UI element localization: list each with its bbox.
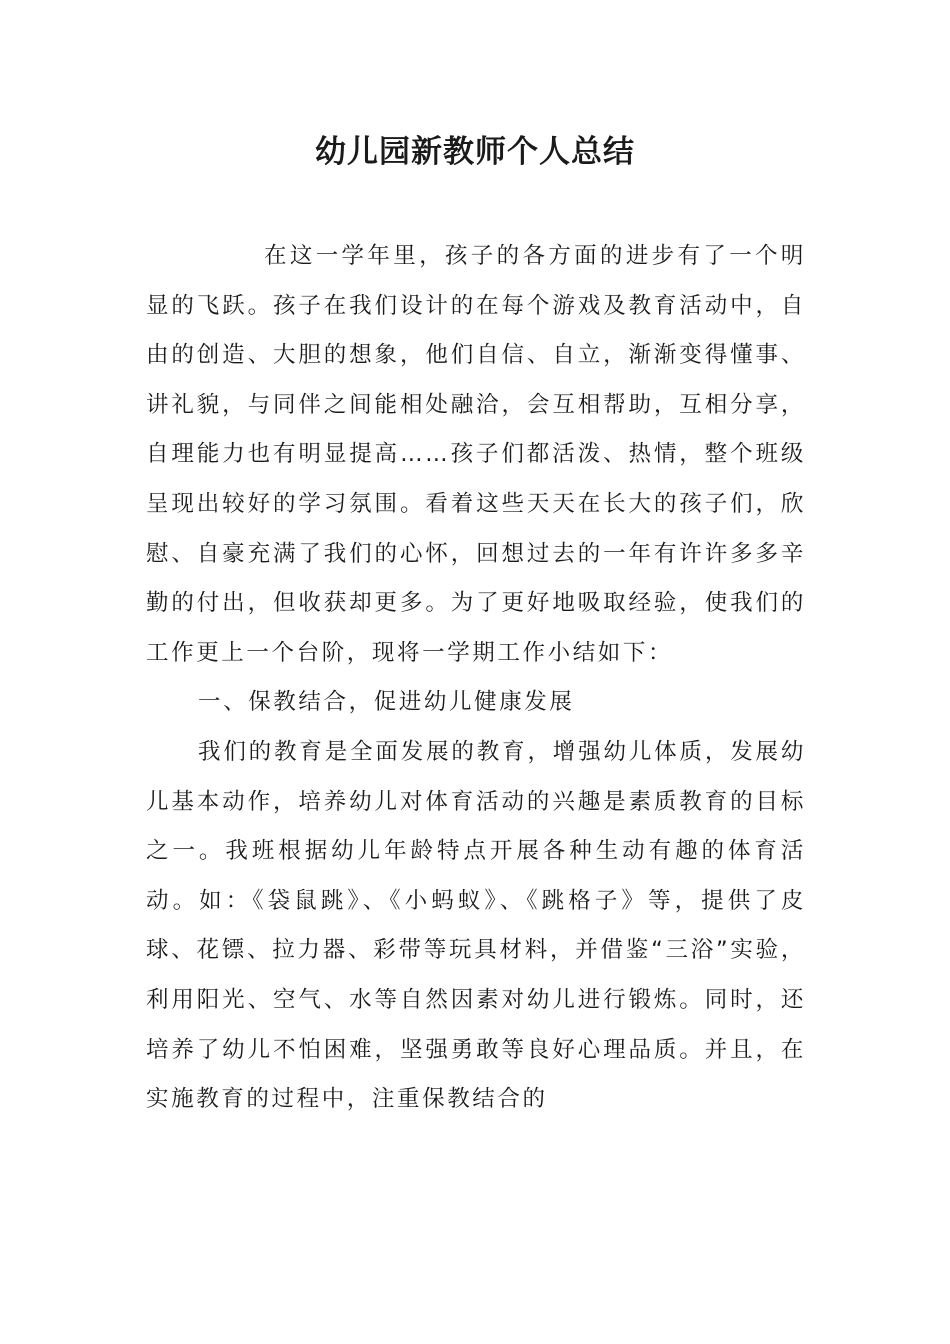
document-body [146,232,806,1125]
paragraph-section-1: 我们的教育是全面发展的教育，增强幼儿体质，发展幼儿基本动作，培养幼儿对体育活动的兴趣是素质教育的目标之一。我班根据幼儿年龄特点开展各种生动有趣的体育活动。如：《袋鼠跳》、《小蚂蚁》、《跳格子》等，提供了皮球、花镖、拉力器、彩带等玩具材料，并借鉴“三浴”实验，利用阳光、空气、水等自然因素对幼儿进行锻炼。同时，还培养了幼儿不怕困难，坚强勇敢等良好心理品质。并且，在实施教育的过程中，注重保教结合的 [146,738,806,1113]
paragraph-intro: 在这一学年里，孩子的各方面的进步有了一个明显的飞跃。孩子在我们设计的在每个游戏及教育活动中，自由的创造、大胆的想象，他们自信、自立，渐渐变得懂事、讲礼貌，与同伴之间能相处融洽，会互相帮助，互相分享，自理能力也有明显提高……孩子们都活泼、热情，整个班级呈现出较好的学习氛围。看着这些天天在长大的孩子们，欣慰、自豪充满了我们的心怀，回想过去的一年有许许多多辛勤的付出，但收获却更多。为了更好地吸取经验，使我们的工作更上一个台阶，现将一学期工作小结如下： [146,243,806,666]
section-heading-1: 一、保教结合，促进幼儿健康发展 [198,689,575,716]
document-title: 幼儿园新教师个人总结 [315,134,635,170]
